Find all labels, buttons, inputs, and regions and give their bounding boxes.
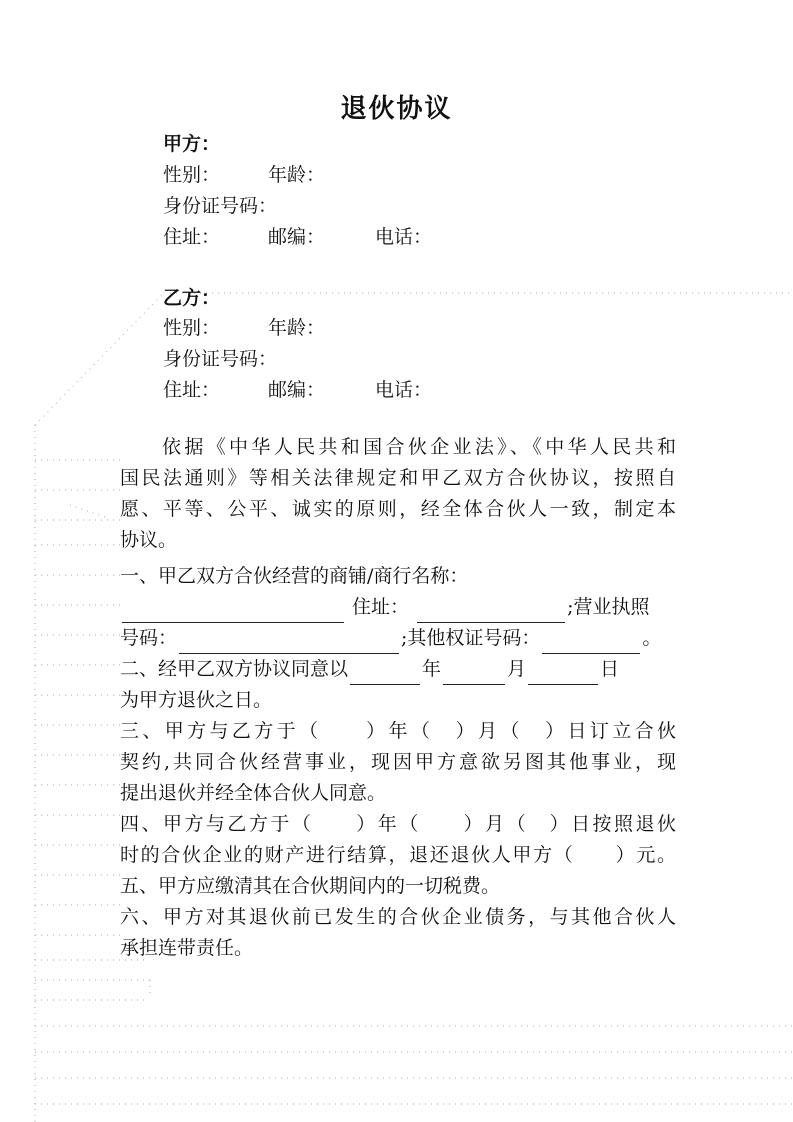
clause-2-line-2: 为甲方退伙之日。 bbox=[120, 689, 273, 711]
clause-1-number-label: 号码： bbox=[120, 627, 178, 649]
license-number-blank[interactable] bbox=[179, 631, 399, 654]
withdraw-month-blank[interactable] bbox=[443, 662, 505, 685]
party-a-gender: 性别： bbox=[163, 164, 221, 186]
party-b-label: 乙方： bbox=[163, 287, 221, 309]
party-b-age: 年龄： bbox=[268, 317, 326, 339]
clause-2 bbox=[120, 654, 676, 716]
party-b-postcode: 邮编： bbox=[268, 379, 326, 401]
clause-4-line: 四、甲方与乙方于（ ）年（ ）月（ ）日按照退伙 bbox=[120, 813, 676, 835]
clause-3-line: 三、甲方与乙方于（ ）年（ ）月（ ）日订立合伙 bbox=[120, 720, 676, 742]
clause-1-end: 。 bbox=[642, 627, 662, 649]
clause-1-license-label: ;营业执照 bbox=[567, 596, 650, 618]
preamble-line: 协议。 bbox=[120, 529, 178, 551]
party-a-postcode: 邮编： bbox=[268, 226, 326, 248]
clause-3-line: 提出退伙并经全体合伙人同意。 bbox=[120, 782, 387, 804]
clause-3-line: 契约,共同合伙经营事业，现因甲方意欲另图其他事业，现 bbox=[120, 751, 676, 773]
party-a-address: 住址： bbox=[163, 226, 221, 248]
clause-6 bbox=[120, 902, 676, 964]
clause-1-number-line bbox=[120, 623, 676, 654]
withdraw-day-blank[interactable] bbox=[528, 662, 598, 685]
party-a-phone: 电话： bbox=[375, 226, 433, 248]
clause-1-name-line bbox=[120, 592, 676, 623]
clause-2-day: 日 bbox=[600, 658, 620, 680]
clause-3 bbox=[120, 716, 676, 809]
party-b-gender: 性别： bbox=[163, 317, 221, 339]
party-a-id-number: 身份证号码： bbox=[163, 195, 278, 217]
clause-1-permit-label: ;其他权证号码： bbox=[401, 627, 541, 649]
permit-number-blank[interactable] bbox=[542, 631, 640, 654]
document-title: 退伙协议 bbox=[340, 94, 453, 124]
withdraw-year-blank[interactable] bbox=[350, 662, 420, 685]
clause-1-address-label: 住址： bbox=[352, 596, 410, 618]
clause-6-line: 承担连带责任。 bbox=[120, 937, 254, 959]
preamble-line: 愿、平等、公平、诚实的原则，经全体合伙人一致，制定本 bbox=[120, 498, 676, 520]
clause-4-line: 时的合伙企业的财产进行结算，退还退伙人甲方（ ）元。 bbox=[120, 844, 676, 866]
clause-1-title: 一、甲乙双方合伙经营的商铺/商行名称： bbox=[120, 565, 469, 587]
party-b-address: 住址： bbox=[163, 379, 221, 401]
clause-6-line: 六、甲方对其退伙前已发生的合伙企业债务，与其他合伙人 bbox=[120, 906, 676, 928]
party-a-age: 年龄： bbox=[268, 164, 326, 186]
clause-2-start: 二、经甲乙双方协议同意以 bbox=[120, 658, 349, 680]
clause-5: 五、甲方应缴清其在合伙期间内的一切税费。 bbox=[120, 875, 501, 897]
shop-name-blank[interactable] bbox=[122, 600, 344, 623]
clause-4 bbox=[120, 809, 676, 871]
party-b-id-number: 身份证号码： bbox=[163, 348, 278, 370]
clause-2-year: 年 bbox=[422, 658, 442, 680]
clause-2-date-line bbox=[120, 654, 676, 685]
party-a-label: 甲方： bbox=[163, 133, 221, 155]
preamble-paragraph bbox=[120, 432, 676, 556]
preamble-line: 依据《中华人民共和国合伙企业法》、《中华人民共和 bbox=[162, 436, 676, 458]
party-b-phone: 电话： bbox=[375, 379, 433, 401]
shop-address-blank[interactable] bbox=[417, 600, 565, 623]
preamble-line: 国民法通则》等相关法律规定和甲乙双方合伙协议，按照自 bbox=[120, 467, 676, 489]
clause-1 bbox=[120, 561, 676, 654]
clause-2-month: 月 bbox=[507, 658, 527, 680]
